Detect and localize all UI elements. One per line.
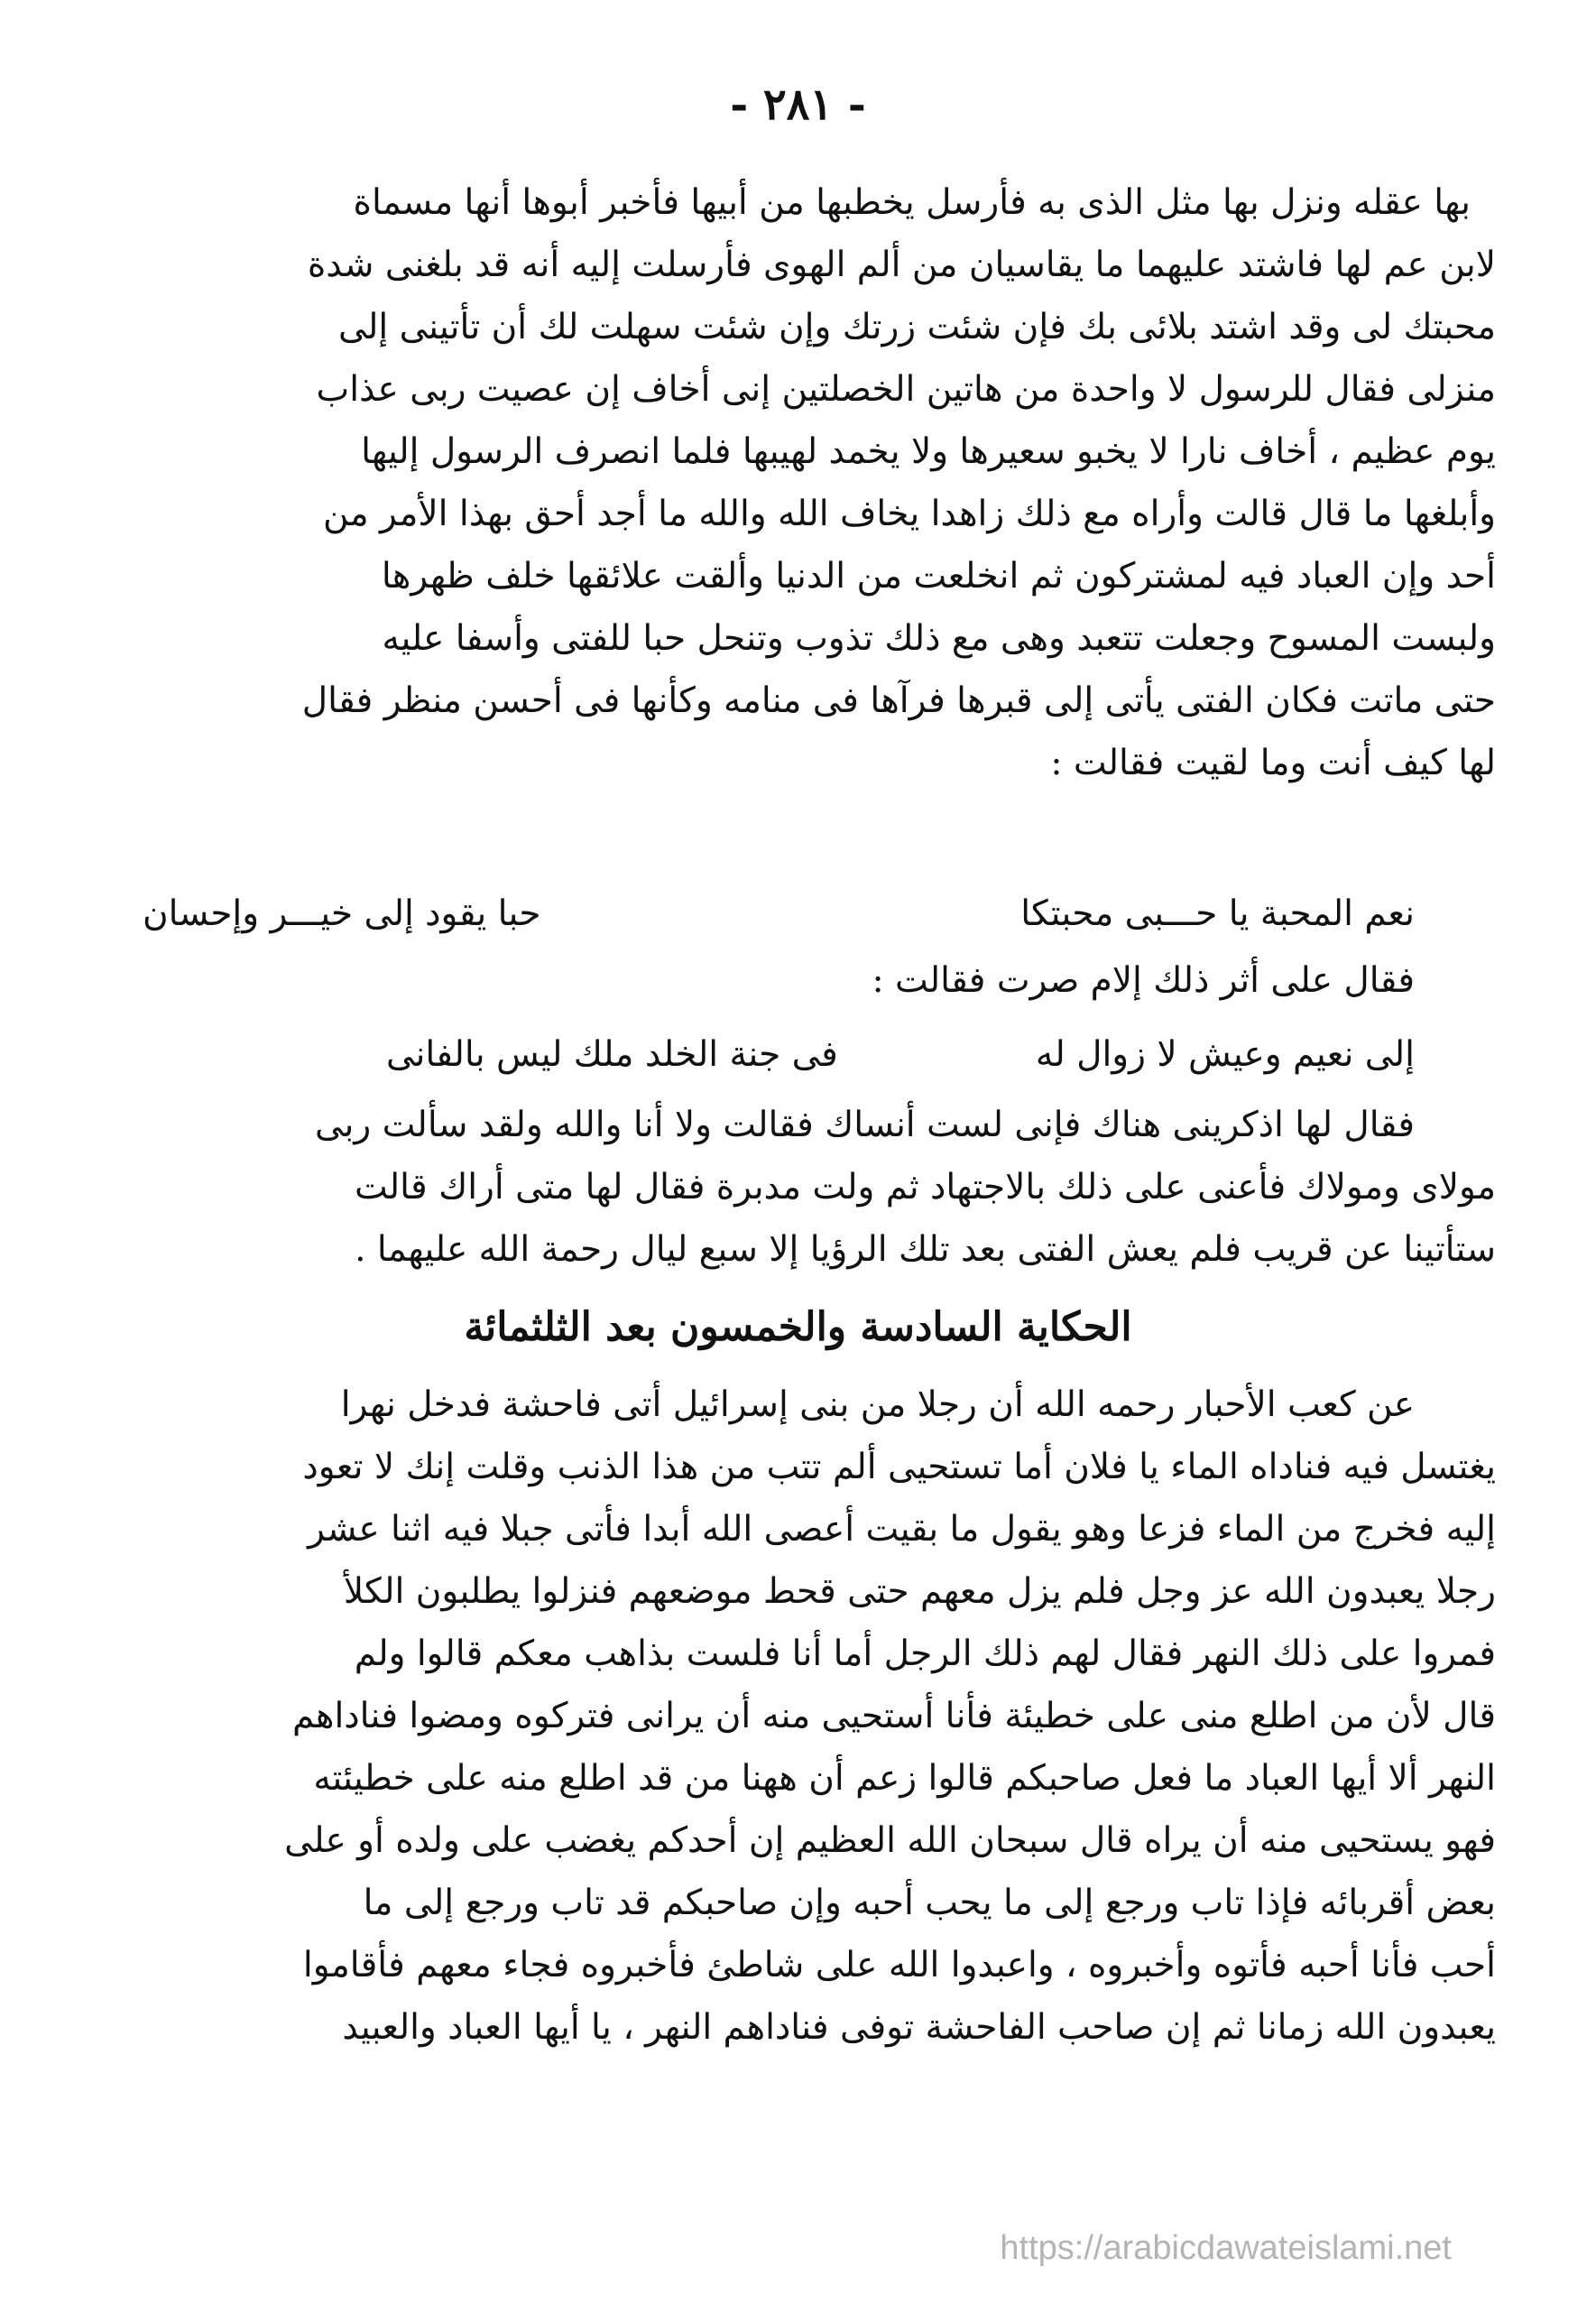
text-line: رجلا يعبدون الله عز وجل فلم يزل معهم حتى قحط موضعهم فنزلوا يطلبون الكلأ bbox=[343, 1571, 1496, 1612]
text-line: فقال لها اذكرينى هناك فإنى لست أنساك فقالت ولا أنا والله ولقد سألت ربى bbox=[315, 1105, 1415, 1145]
text-line: فمروا على ذلك النهر فقال لهم ذلك الرجل أما أنا فلست بذاهب معكم قالوا ولم bbox=[354, 1634, 1496, 1674]
verse-1-second-hemistich: حبا يقود إلى خيـــر وإحسان bbox=[143, 893, 541, 934]
text-line: النهر ألا أيها العباد ما فعل صاحبكم قالوا زعم أن ههنا من قد اطلع منه على خطيئته bbox=[313, 1758, 1496, 1799]
text-line: أحد وإن العباد فيه لمشتركون ثم انخلعت من الدنيا وألقت علائقها خلف ظهرها bbox=[381, 556, 1496, 597]
text-line: مولاى ومولاك فأعنى على ذلك بالاجتهاد ثم ولت مدبرة فقال لها متى أراك قالت bbox=[354, 1167, 1496, 1208]
text-line: فقال على أثر ذلك إلام صرت فقالت : bbox=[872, 960, 1415, 1001]
text-line: يوم عظيم ، أخاف نارا لا يخبو سعيرها ولا يخمد لهيبها فلما انصرف الرسول إليها bbox=[361, 431, 1496, 472]
text-line: أحب فأنا أحبه فأتوه وأخبروه ، واعبدوا الله على شاطئ فأخبروه فجاء معهم فأقاموا bbox=[302, 1945, 1496, 1985]
text-line: محبتك لى وقد اشتد بلائى بك فإن شئت زرتك وإن شئت سهلت لك أن تأتينى إلى bbox=[337, 307, 1496, 347]
text-line: ستأتينا عن قريب فلم يعش الفتى بعد تلك الرؤيا إلا سبع ليال رحمة الله عليهما . bbox=[355, 1229, 1496, 1270]
text-line: يعبدون الله زمانا ثم إن صاحب الفاحشة توفى فناداهم النهر ، يا أيها العباد والعبيد bbox=[342, 2007, 1496, 2048]
page-number: - ٢٨١ - bbox=[730, 79, 866, 130]
text-line: يغتسل فيه فناداه الماء يا فلان أما تستحيى ألم تتب من هذا الذنب وقلت إنك لا تعود bbox=[302, 1447, 1496, 1487]
paragraph-1 bbox=[115, 171, 1496, 794]
watermark-url: https://arabicdawateislami.net bbox=[1000, 2229, 1452, 2267]
text-line: وأبلغها ما قال قالت وأراه مع ذلك زاهدا يخاف الله والله ما أجد أحق بهذا الأمر من bbox=[323, 494, 1496, 534]
verse-1-first-hemistich: نعم المحبة يا حـــبى محبتكا bbox=[1020, 893, 1415, 934]
text-line: حتى ماتت فكان الفتى يأتى إلى قبرها فرآها فى منامه وكأنها فى أحسن منظر فقال bbox=[301, 680, 1496, 721]
text-line: عن كعب الأحبار رحمه الله أن رجلا من بنى إسرائيل أتى فاحشة فدخل نهرا bbox=[340, 1384, 1415, 1425]
text-line: إليه فخرج من الماء فزعا وهو يقول ما بقيت أعصى الله أبدا فأتى جبلا فيه اثنا عشر bbox=[308, 1509, 1496, 1550]
verse-1 bbox=[115, 883, 1496, 945]
paragraph-3 bbox=[115, 1374, 1496, 2059]
text-line: لها كيف أنت وما لقيت فقالت : bbox=[1050, 743, 1496, 783]
section-heading: الحكاية السادسة والخمسون بعد الثلثمائة bbox=[464, 1304, 1132, 1350]
text-line: بعض أقربائه فإذا تاب ورجع إلى ما يحب أحبه وإن صاحبكم قد تاب ورجع إلى ما bbox=[363, 1883, 1496, 1923]
text-line: بها عقله ونزل بها مثل الذى به فأرسل يخطبها من أبيها فأخبر أبوها أنها مسماة bbox=[353, 182, 1471, 223]
verse-intro-line bbox=[115, 949, 1496, 1012]
text-line: لابن عم لها فاشتد عليهما ما يقاسيان من ألم الهوى فأرسلت إليه أنه قد بلغنى شدة bbox=[307, 245, 1496, 285]
verse-2-second-hemistich: فى جنة الخلد ملك ليس بالفانى bbox=[386, 1034, 838, 1075]
verse-2 bbox=[115, 1023, 1496, 1086]
text-line: قال لأن من اطلع منى على خطيئة فأنا أستحيى منه أن يرانى فتركوه ومضوا فناداهم bbox=[291, 1696, 1496, 1736]
text-line: منزلى فقال للرسول لا واحدة من هاتين الخصلتين إنى أخاف إن عصيت ربى عذاب bbox=[316, 369, 1496, 410]
paragraph-2 bbox=[115, 1094, 1496, 1281]
verse-2-first-hemistich: إلى نعيم وعيش لا زوال له bbox=[1035, 1034, 1415, 1075]
text-line: فهو يستحيى منه أن يراه قال سبحان الله العظيم إن أحدكم يغضب على ولده أو على bbox=[284, 1820, 1496, 1861]
text-line: ولبست المسوح وجعلت تتعبد وهى مع ذلك تذوب وتنحل حبا للفتى وأسفا عليه bbox=[382, 618, 1496, 659]
